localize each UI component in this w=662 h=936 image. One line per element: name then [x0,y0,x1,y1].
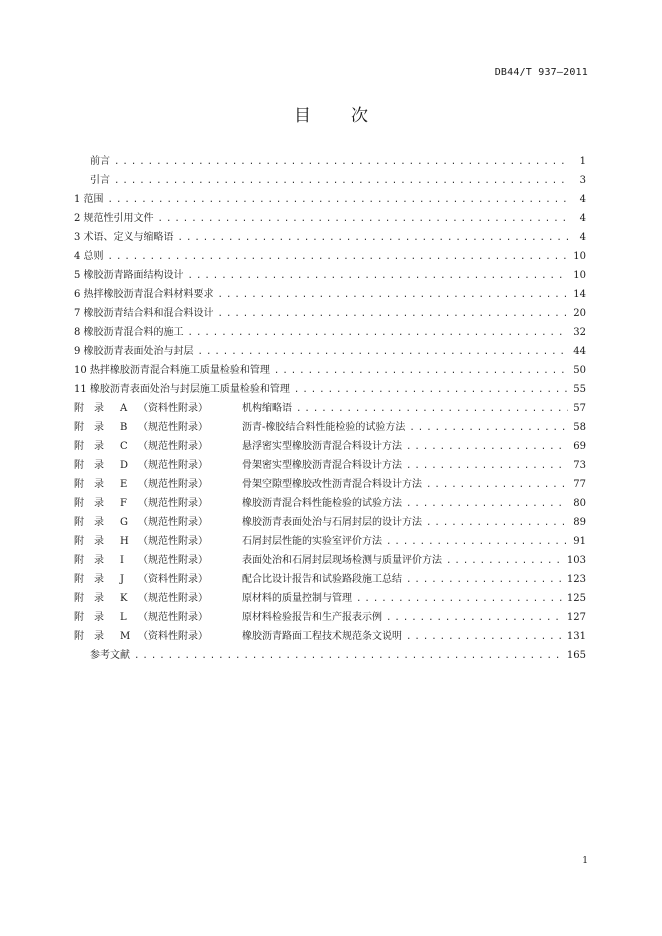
annex-title: 石屑封层性能的实验室评价方法 [242,536,382,547]
annex-title: 骨架空隙型橡胶改性沥青混合料设计方法 [242,479,422,490]
annex-letter: M [120,631,131,642]
toc-entry-label: 4 总则 [74,251,104,262]
toc-entry-annex-h[interactable] [74,532,586,551]
toc-entry-label [74,551,442,570]
annex-letter: F [120,498,127,509]
toc-leader-dots [158,210,568,229]
annex-title: 橡胶沥青路面工程技术规范条文说明 [242,631,402,642]
toc-leader-dots [296,400,568,419]
annex-type: （规范性附录） [138,422,208,433]
toc-entry-page: 91 [573,536,586,547]
toc-leader-dots [178,229,568,248]
annex-title: 悬浮密实型橡胶沥青混合料设计方法 [242,441,402,452]
toc-entry-label [74,494,402,513]
annex-prefix: 附 录 [74,460,104,471]
annex-prefix: 附 录 [74,479,104,490]
toc-entry-label [74,608,382,627]
toc-entry-label: 6 热拌橡胶沥青混合料材料要求 [74,289,214,300]
toc-entry-label: 11 橡胶沥青表面处治与封层施工质量检验和管理 [74,384,290,395]
toc-entry-page: 3 [579,175,586,186]
annex-letter: G [120,517,128,528]
toc-entry-page: 4 [579,213,586,224]
toc-entry-annex-c[interactable] [74,437,586,456]
toc-entry-label: 1 范围 [74,194,104,205]
toc-entry-annex-g[interactable] [74,513,586,532]
toc-leader-dots [198,343,568,362]
annex-letter: K [120,593,128,604]
annex-title: 原材料检验报告和生产报表示例 [242,612,382,623]
annex-type: （规范性附录） [138,498,208,509]
toc-entry-chapter-9[interactable] [74,342,586,361]
annex-title: 沥青-橡胶结合料性能检验的试验方法 [242,422,406,433]
toc-entry-label [74,627,402,646]
annex-letter: L [120,612,127,623]
toc-entry-page: 14 [573,289,586,300]
toc-entry-chapter-6[interactable] [74,285,586,304]
toc-entry-annex-d[interactable] [74,456,586,475]
toc-entry-page: 50 [573,365,586,376]
toc-leader-dots [108,191,568,210]
toc-entry-page: 80 [573,498,586,509]
toc-entry-label [74,532,382,551]
toc-entry-annex-f[interactable] [74,494,586,513]
toc-entry-label: 10 热拌橡胶沥青混合料施工质量检验和管理 [74,365,270,376]
toc-entry-page: 1 [579,156,586,167]
toc-leader-dots [406,571,563,590]
toc-entry-label [74,437,402,456]
toc-entry-annex-k[interactable] [74,589,586,608]
toc-leader-dots [409,419,568,438]
annex-title: 原材料的质量控制与管理 [242,593,352,604]
toc-leader-dots [218,305,568,324]
toc-entry-page: 89 [573,517,586,528]
annex-prefix: 附 录 [74,498,104,509]
toc-entry-annex-b[interactable] [74,418,586,437]
toc-entry-page: 10 [573,270,586,281]
toc-entry-annex-j[interactable] [74,570,586,589]
toc-entry-references[interactable] [74,646,586,665]
toc-entry-label [74,399,292,418]
toc-entry-chapter-3[interactable] [74,228,586,247]
toc-entry-label [74,513,422,532]
page-title: 目次 [294,106,408,126]
toc-leader-dots [188,267,568,286]
toc-entry-label: 2 规范性引用文件 [74,213,154,224]
toc-entry-label [74,475,422,494]
annex-type: （规范性附录） [138,517,208,528]
toc-entry-annex-l[interactable] [74,608,586,627]
toc-entry-chapter-5[interactable] [74,266,586,285]
toc-leader-dots [134,647,563,666]
toc-leader-dots [446,552,563,571]
toc-entry-annex-a[interactable] [74,399,586,418]
toc-entry-page: 165 [566,650,586,661]
toc-leader-dots [386,609,563,628]
annex-type: （规范性附录） [138,479,208,490]
toc-entry-chapter-10[interactable] [74,361,586,380]
toc-entry-page: 73 [573,460,586,471]
toc-entry-chapter-7[interactable] [74,304,586,323]
annex-type: （资料性附录） [138,403,208,414]
annex-type: （规范性附录） [138,536,208,547]
toc-entry-foreword[interactable] [74,152,586,171]
annex-prefix: 附 录 [74,517,104,528]
toc-entry-label: 7 橡胶沥青结合料和混合料设计 [74,308,214,319]
toc-entry-chapter-11[interactable] [74,380,586,399]
toc-entry-label: 5 橡胶沥青路面结构设计 [74,270,184,281]
annex-letter: D [120,460,129,471]
toc-leader-dots [114,153,568,172]
annex-prefix: 附 录 [74,574,104,585]
toc-entry-annex-i[interactable] [74,551,586,570]
annex-letter: H [120,536,129,547]
toc-entry-label: 3 术语、定义与缩略语 [74,232,174,243]
toc-entry-introduction[interactable] [74,171,586,190]
toc-entry-annex-e[interactable] [74,475,586,494]
toc-entry-page: 4 [579,232,586,243]
toc-leader-dots [294,381,568,400]
annex-letter: I [120,555,124,566]
toc-entry-label [74,589,352,608]
annex-type: （资料性附录） [138,631,208,642]
toc-entry-label: 引言 [90,175,110,186]
annex-letter: C [120,441,128,452]
toc-entry-page: 127 [566,612,586,623]
toc-entry-page: 58 [573,422,586,433]
toc-leader-dots [356,590,563,609]
toc-leader-dots [114,172,568,191]
toc-entry-label: 参考文献 [90,650,130,661]
annex-prefix: 附 录 [74,612,104,623]
toc-entry-page: 20 [573,308,586,319]
annex-prefix: 附 录 [74,555,104,566]
annex-type: （规范性附录） [138,612,208,623]
toc-entry-label: 前言 [90,156,110,167]
toc-entry-page: 57 [573,403,586,414]
toc-entry-page: 125 [566,593,586,604]
toc-entry-label [74,418,405,437]
annex-prefix: 附 录 [74,441,104,452]
annex-type: （规范性附录） [138,555,208,566]
annex-title: 橡胶沥青混合料性能检验的试验方法 [242,498,402,509]
toc-entry-chapter-2[interactable] [74,209,586,228]
toc-entry-annex-m[interactable] [74,627,586,646]
toc-entry-page: 123 [566,574,586,585]
toc-entry-page: 4 [579,194,586,205]
annex-prefix: 附 录 [74,631,104,642]
annex-title: 骨架密实型橡胶沥青混合料设计方法 [242,460,402,471]
page-number: 1 [582,856,588,866]
annex-letter: J [120,574,125,585]
annex-prefix: 附 录 [74,536,104,547]
toc-leader-dots [188,324,568,343]
toc-leader-dots [274,362,568,381]
toc-entry-chapter-4[interactable] [74,247,586,266]
toc-entry-page: 131 [566,631,586,642]
toc-entry-chapter-1[interactable] [74,190,586,209]
toc-entry-label [74,570,402,589]
toc-entry-page: 10 [573,251,586,262]
toc-entry-page: 32 [573,327,586,338]
toc-entry-page: 55 [573,384,586,395]
annex-letter: A [120,403,128,414]
toc-entry-label: 8 橡胶沥青混合料的施工 [74,327,184,338]
annex-type: （规范性附录） [138,441,208,452]
annex-type: （资料性附录） [138,574,208,585]
toc-entry-label [74,456,402,475]
toc-leader-dots [406,628,563,647]
annex-title: 表面处治和石屑封层现场检测与质量评价方法 [242,555,442,566]
toc-entry-page: 77 [573,479,586,490]
annex-letter: E [120,479,128,490]
toc-entry-page: 69 [573,441,586,452]
toc-leader-dots [426,476,568,495]
annex-title: 配合比设计报告和试验路段施工总结 [242,574,402,585]
toc-leader-dots [406,495,568,514]
toc-entry-page: 103 [566,555,586,566]
annex-prefix: 附 录 [74,403,104,414]
toc-leader-dots [386,533,568,552]
annex-prefix: 附 录 [74,593,104,604]
toc-leader-dots [406,457,568,476]
toc-entry-chapter-8[interactable] [74,323,586,342]
toc-leader-dots [218,286,568,305]
annex-title: 橡胶沥青表面处治与石屑封层的设计方法 [242,517,422,528]
document-code: DB44/T 937—2011 [494,67,588,78]
annex-title: 机构缩略语 [242,403,292,414]
toc-leader-dots [108,248,568,267]
annex-type: （规范性附录） [138,593,208,604]
annex-letter: B [120,422,128,433]
toc-entry-page: 44 [573,346,586,357]
annex-type: （规范性附录） [138,460,208,471]
table-of-contents [74,152,586,665]
toc-entry-label: 9 橡胶沥青表面处治与封层 [74,346,194,357]
toc-leader-dots [426,514,568,533]
annex-prefix: 附 录 [74,422,104,433]
toc-leader-dots [406,438,568,457]
